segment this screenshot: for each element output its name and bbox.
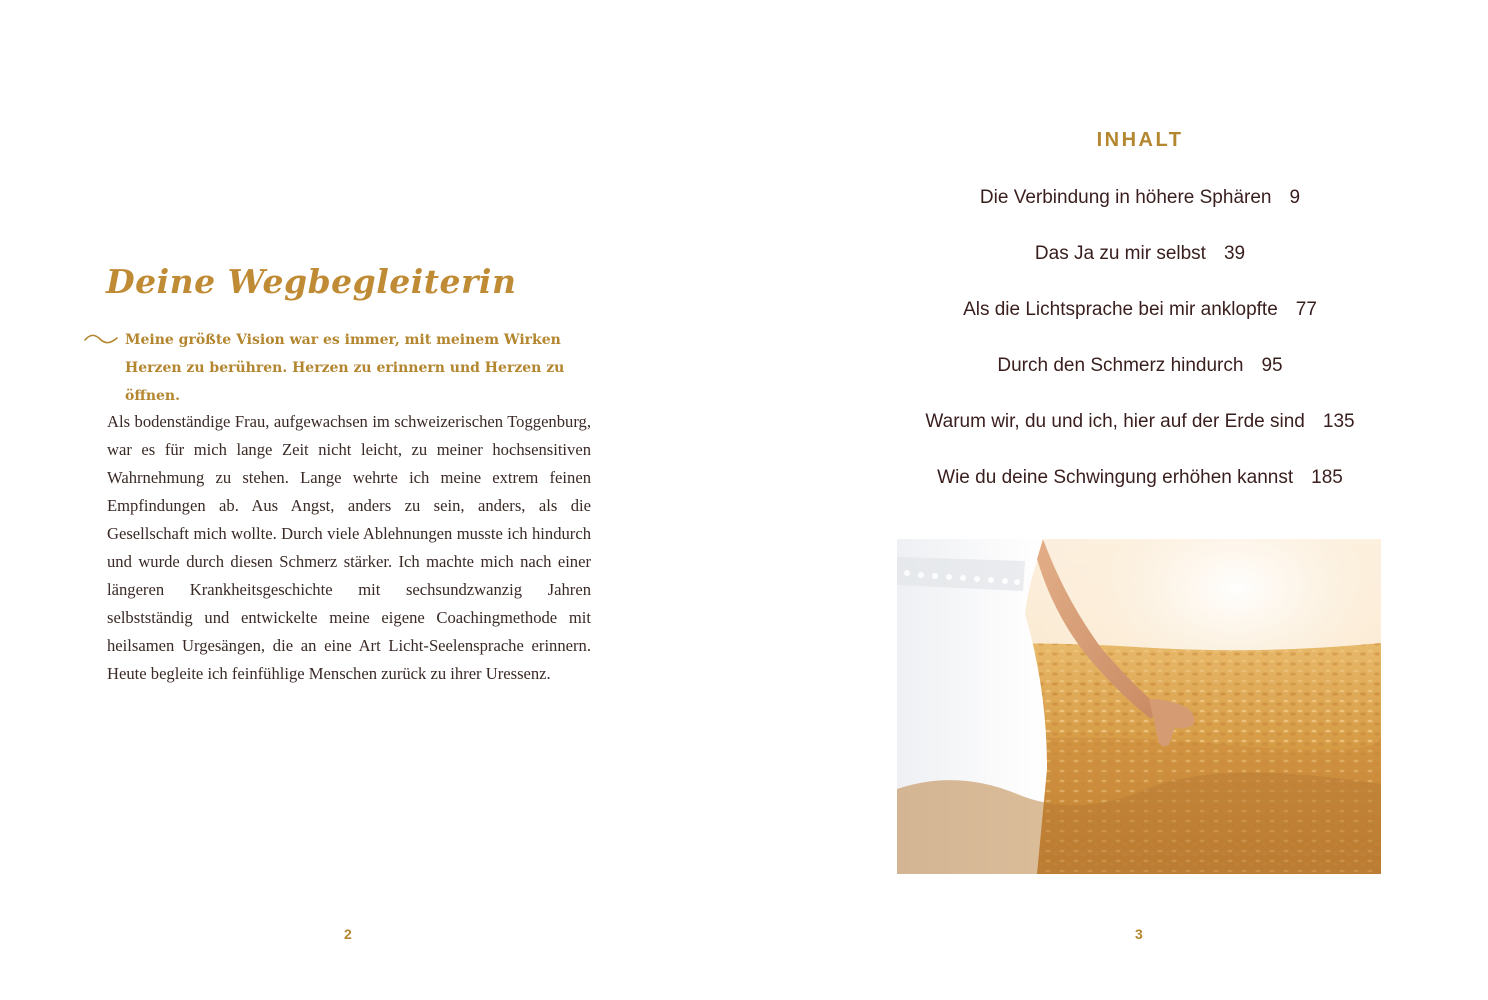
toc-entry-page: 9 (1289, 187, 1301, 208)
toc-entry-page: 185 (1311, 467, 1343, 488)
toc-entry[interactable] (744, 184, 1488, 240)
toc-entry[interactable] (744, 296, 1488, 352)
toc-entry-page: 95 (1261, 355, 1283, 376)
toc-entry-page: 77 (1295, 299, 1317, 320)
toc-heading: INHALT (1096, 129, 1184, 151)
page-number: 2 (344, 926, 352, 942)
table-of-contents (744, 184, 1488, 520)
toc-entry-title: Warum wir, du und ich, hier auf der Erde sind (925, 411, 1305, 432)
lead-quote: Meine größte Vision war es immer, mit meinem Wirken Herzen zu berühren. Herzen zu erinnern und Herzen zu öffnen. (125, 332, 565, 404)
page-number: 3 (1135, 926, 1143, 942)
toc-entry-title: Durch den Schmerz hindurch (997, 355, 1244, 376)
toc-entry-page: 39 (1223, 243, 1246, 264)
section-title: Deine Wegbegleiterin (106, 262, 517, 301)
toc-entry-title: Als die Lichtsprache bei mir anklopfte (963, 299, 1278, 320)
toc-entry-title: Das Ja zu mir selbst (1034, 243, 1206, 264)
swash-ornament-icon (84, 332, 118, 346)
toc-entry[interactable] (744, 240, 1488, 296)
toc-entry[interactable] (744, 352, 1488, 408)
toc-entry-page: 135 (1322, 411, 1355, 432)
wheat-field-photo (897, 539, 1381, 874)
toc-entry[interactable] (744, 464, 1488, 520)
toc-entry[interactable] (744, 408, 1488, 464)
right-page (744, 0, 1488, 1000)
toc-entry-title: Die Verbindung in höhere Sphären (979, 187, 1272, 208)
toc-entry-title: Wie du deine Schwingung erhöhen kannst (937, 467, 1294, 488)
body-paragraph: Als bodenständige Frau, aufgewachsen im schweizerischen Toggenburg, war es für mich lange Zeit nicht leicht, zu meiner hochsensitiven Wahrnehmung zu stehen. Lange wehrte ich meine extrem feinen Empfindungen ab. Aus Angst, anders zu sein, anders, als die Gesellschaft mich wollte. Durch viele Ablehnungen musste ich hindurch und wurde durch diesen Schmerz stärker. Ich machte mich nach einer längeren Krankheitsgeschichte mit sechsundzwanzig Jahren selbstständig und entwickelte meine eigene Coachingmethode mit heilsamen Urgesängen, die an eine Art Licht-Seelensprache erinnern. Heute begleite ich feinfühlige Menschen zurück zu ihrer Uressenz. (107, 412, 591, 683)
